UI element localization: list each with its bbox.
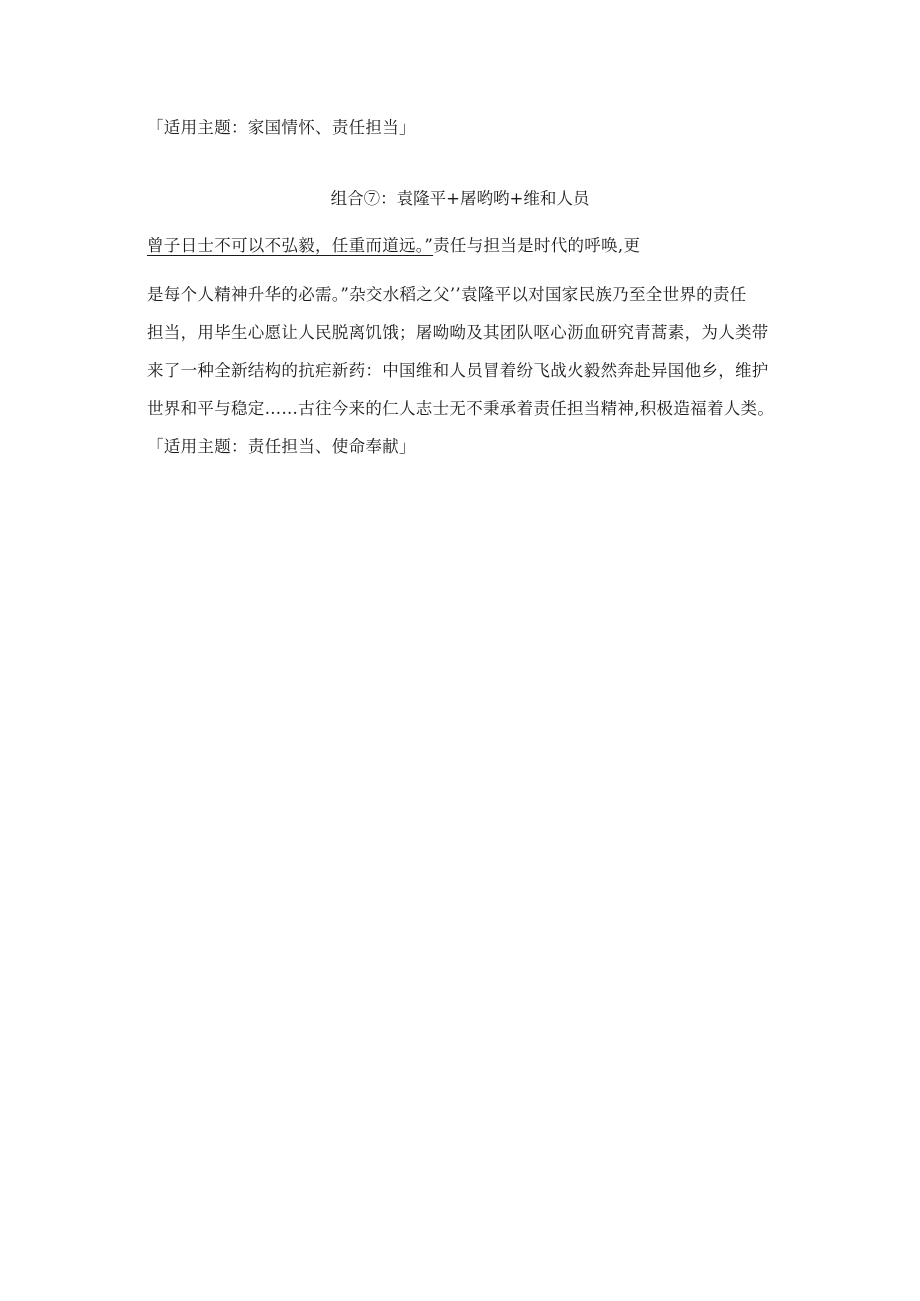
theme-tag-mission-dedication: 「适用主题：责任担当、使命奉献」 xyxy=(147,437,416,456)
underlined-quote: 曾子日士不可以不弘毅，任重而道远。” xyxy=(147,236,434,255)
theme-tag-family-responsibility: 「适用主题：家国情怀、责任担当」 xyxy=(147,118,416,137)
paragraph-line-1-rest: 责任与担当是时代的呼唤,更 xyxy=(433,236,641,255)
paragraph-line-4: 来了一种全新结构的抗疟新药：中国维和人员冒着纷飞战火毅然奔赴异国他乡，维护 xyxy=(147,361,769,380)
paragraph-line-2: 是每个人精神升华的必需。”杂交水稻之父’’袁隆平以对国家民族乃至全世界的责任 xyxy=(147,285,747,304)
paragraph-line-1 xyxy=(147,235,640,257)
paragraph-line-5: 世界和平与稳定……古往今来的仁人志士无不秉承着责任担当精神,积极造福着人类。 xyxy=(147,399,775,418)
section-heading: 组合⑦：袁隆平+屠哟哟+维和人员 xyxy=(330,189,590,208)
paragraph-line-3: 担当，用毕生心愿让人民脱离饥饿；屠呦呦及其团队呕心沥血研究青蒿素，为人类带 xyxy=(147,323,769,342)
